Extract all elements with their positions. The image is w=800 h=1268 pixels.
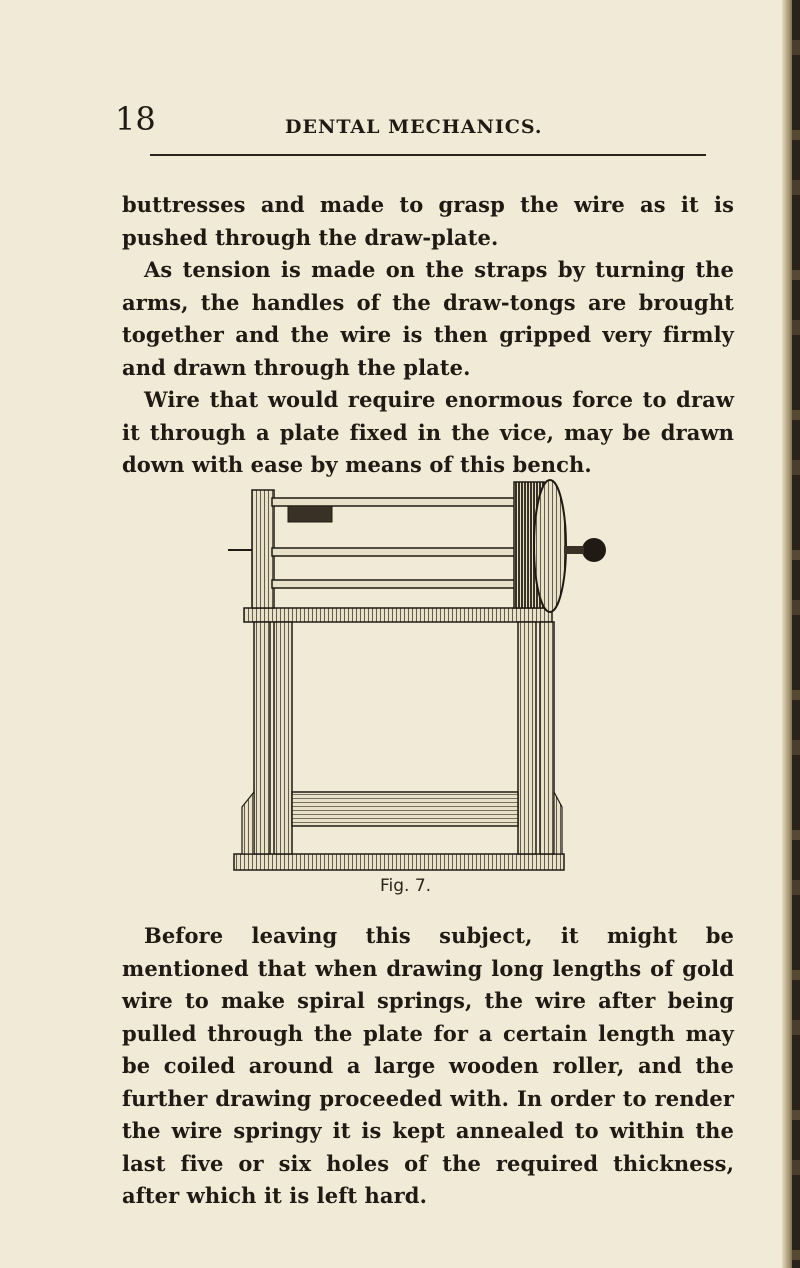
left-leg-rear	[274, 622, 292, 854]
page-header	[115, 100, 715, 140]
text-block-top	[122, 189, 734, 482]
hand-wheel	[534, 480, 566, 612]
figure-caption: Fig. 7.	[380, 876, 432, 896]
left-frame-post	[252, 490, 274, 608]
page-binding-edge	[792, 0, 800, 1268]
running-title: DENTAL MECHANICS.	[285, 116, 543, 138]
table-top	[244, 608, 552, 622]
wheel-axle	[564, 546, 584, 554]
paragraph: Before leaving this subject, it might be mentioned that when drawing long lengths of gold wire to make spiral springs, the wire after being pulled through the plate for a certain length may be coiled around a large wooden roller, and the further drawing proceeded with. In order to render the wire springy it is kept annealed to within the last five or six holes of the required thickness, after which it is left hard.	[122, 923, 734, 1208]
paragraph: As tension is made on the straps by turning the arms, the handles of the draw-tongs are brought together and the wire is then gripped very firmly and drawn through the plate.	[122, 257, 734, 380]
right-foot-bracket	[554, 792, 562, 854]
draw-tongs-carriage	[288, 506, 332, 522]
figure-draw-bench	[228, 462, 608, 872]
left-leg-front	[254, 622, 270, 854]
lower-crossbar	[292, 792, 518, 826]
paragraph: buttresses and made to grasp the wire as it is pushed through the draw-plate.	[122, 192, 734, 250]
paragraph: Wire that would require enormous force to draw it through a plate fixed in the vice, may be drawn down with ease by means of this bench.	[122, 387, 734, 477]
page-number: 18	[115, 100, 156, 138]
text-block-bottom	[122, 920, 734, 1213]
floor-rail	[234, 854, 564, 870]
right-leg-rear	[540, 622, 554, 854]
header-rule	[150, 154, 706, 156]
draw-bench-illustration	[228, 462, 608, 872]
left-foot-bracket	[242, 792, 254, 854]
right-leg-front	[518, 622, 536, 854]
lower-rod	[272, 580, 522, 588]
wheel-handle-knob	[582, 538, 606, 562]
top-rod	[272, 498, 522, 506]
middle-rod	[272, 548, 522, 556]
